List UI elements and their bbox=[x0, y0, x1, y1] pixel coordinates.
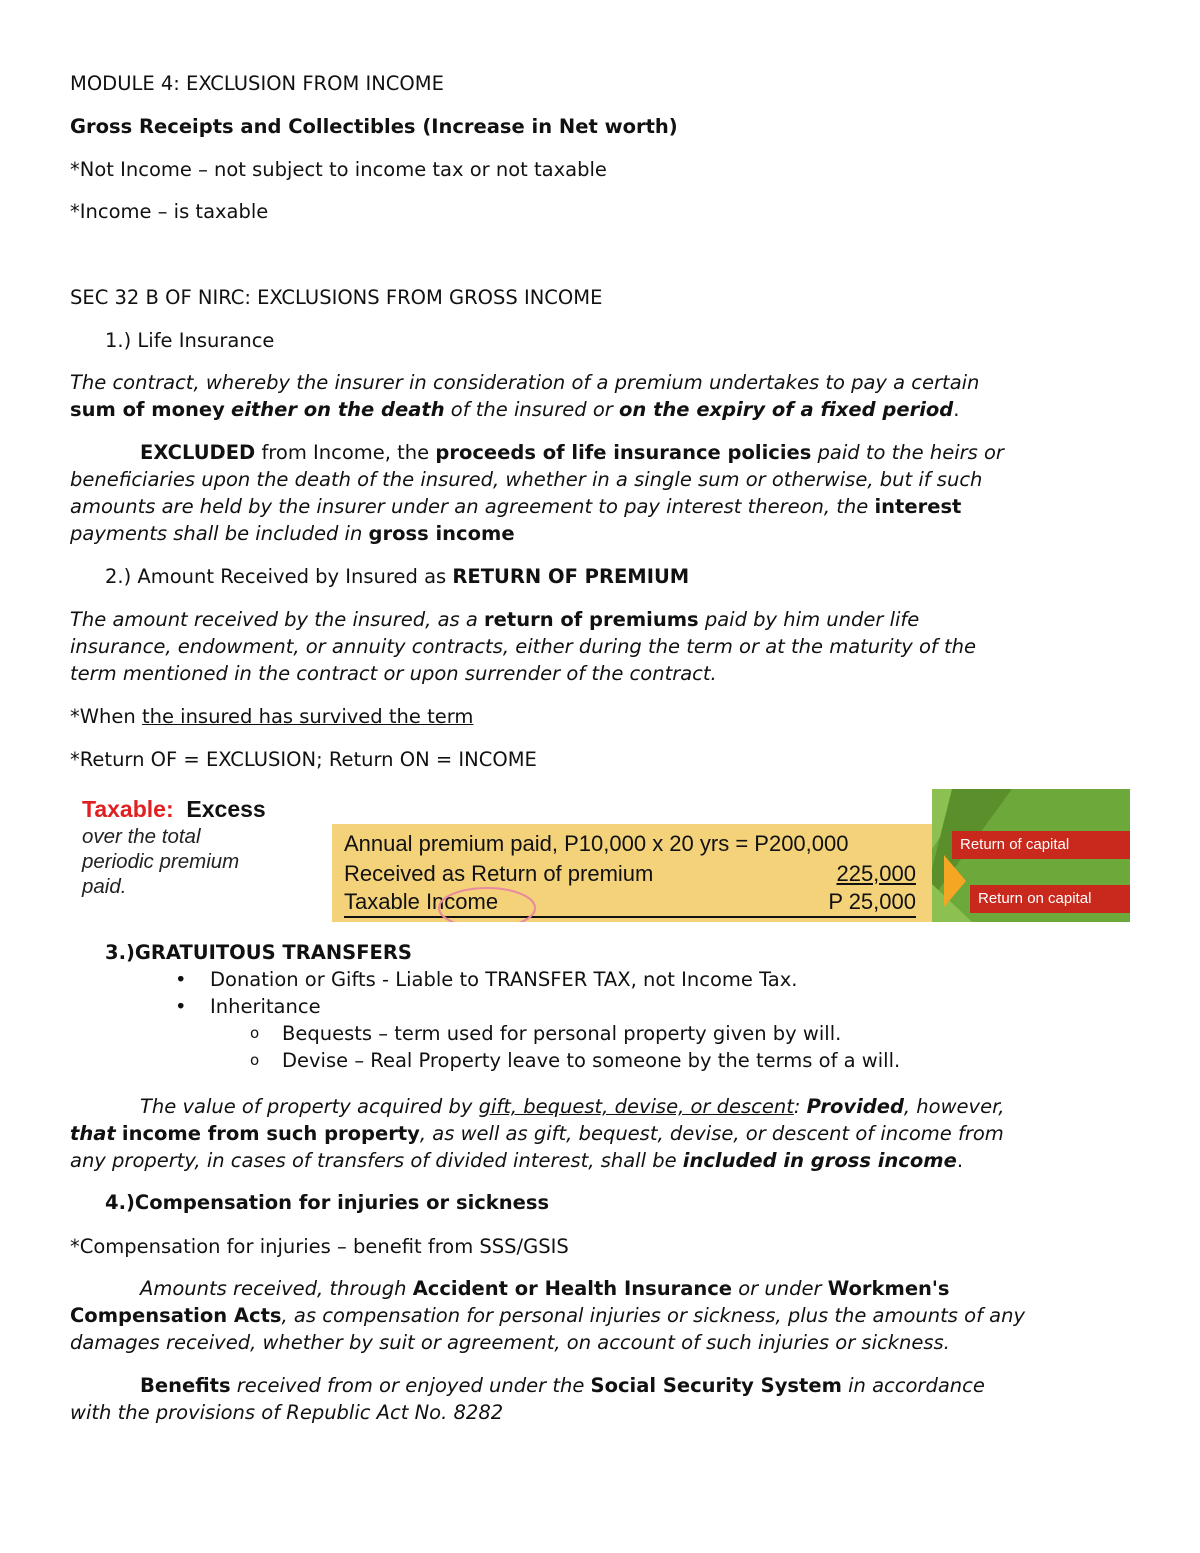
item2-line2: insurance, endowment, or annuity contracts, either during the term or at the maturity of the bbox=[70, 635, 976, 658]
row-label: Received as Return of premium bbox=[344, 861, 654, 886]
text: . bbox=[956, 1149, 964, 1172]
emphasis: sum of money bbox=[70, 398, 225, 421]
item4-para-line2 bbox=[70, 1302, 1130, 1329]
text: payments shall be included in bbox=[70, 522, 363, 545]
text: The value of property acquired by bbox=[140, 1095, 473, 1118]
taxable-caption bbox=[82, 794, 327, 924]
item1-excluded-line3 bbox=[70, 493, 1130, 520]
item1-definition-line2 bbox=[70, 396, 1130, 423]
emphasis: interest bbox=[874, 495, 962, 518]
received-return-row bbox=[344, 860, 916, 888]
module-title: MODULE 4: EXCLUSION FROM INCOME bbox=[70, 72, 444, 95]
item4-note: *Compensation for injuries – benefit from SSS/GSIS bbox=[70, 1235, 569, 1258]
caption-line: over the total bbox=[82, 825, 201, 848]
not-income-note: *Not Income – not subject to income tax or not taxable bbox=[70, 158, 607, 181]
emphasis: Compensation Acts bbox=[70, 1304, 282, 1327]
text: any property, in cases of transfers of divided interest, shall be bbox=[70, 1149, 677, 1172]
item2-line3: term mentioned in the contract or upon surrender of the contract. bbox=[70, 662, 717, 685]
section-heading: SEC 32 B OF NIRC: EXCLUSIONS FROM GROSS INCOME bbox=[70, 286, 603, 309]
bullet-text: Inheritance bbox=[210, 995, 321, 1018]
item1-excluded-line2: beneficiaries upon the death of the insured, whether in a single sum or otherwise, but if such bbox=[70, 468, 983, 491]
emphasis: return of premiums bbox=[484, 608, 699, 631]
circle-bullet-icon: o bbox=[250, 1051, 260, 1069]
bullet-text: Bequests – term used for personal property given by will. bbox=[282, 1022, 842, 1045]
text: , as well as gift, bequest, devise, or descent of income from bbox=[419, 1122, 1004, 1145]
item2-line1 bbox=[70, 606, 1130, 633]
text: , as compensation for personal injuries or sickness, plus the amounts of any bbox=[281, 1304, 1025, 1327]
emphasis: on the expiry of a fixed period bbox=[619, 398, 954, 421]
arrow-label: Return on capital bbox=[978, 890, 1092, 907]
emphasis: either on the death bbox=[231, 398, 445, 421]
emphasis: Provided bbox=[806, 1095, 904, 1118]
text: : bbox=[793, 1095, 801, 1118]
item1-definition-line1: The contract, whereby the insurer in consideration of a premium undertakes to pay a certain bbox=[70, 371, 980, 394]
text: in accordance bbox=[848, 1374, 985, 1397]
circle-bullet-icon: o bbox=[250, 1024, 260, 1042]
item1-excluded-line1 bbox=[70, 439, 1200, 466]
text: of the insured or bbox=[450, 398, 613, 421]
caption-line: periodic premium bbox=[82, 850, 240, 873]
item4-benefits-line1 bbox=[70, 1372, 1200, 1399]
item1-excluded-line4 bbox=[70, 520, 1130, 547]
return-arrows-panel bbox=[932, 789, 1130, 922]
row-value: 225,000 bbox=[836, 861, 916, 886]
gross-receipts-heading: Gross Receipts and Collectibles (Increase in Net worth) bbox=[70, 115, 678, 138]
emphasis: included in gross income bbox=[682, 1149, 957, 1172]
return-of-capital-arrow bbox=[952, 831, 1130, 859]
taxable-label: Taxable: bbox=[82, 796, 174, 822]
caption-line: paid. bbox=[82, 875, 127, 898]
text: *When bbox=[70, 705, 136, 728]
item1-heading: 1.) Life Insurance bbox=[105, 329, 275, 352]
text: 2.) Amount Received by Insured as bbox=[105, 565, 447, 588]
emphasis: gross income bbox=[368, 522, 515, 545]
sub-bullet-bequests bbox=[70, 1020, 1200, 1047]
sub-bullet-devise bbox=[70, 1047, 1200, 1074]
item2-return-note: *Return OF = EXCLUSION; Return ON = INCOME bbox=[70, 748, 537, 771]
item4-benefits-line2: with the provisions of Republic Act No. 8282 bbox=[70, 1401, 504, 1424]
bullet-donation bbox=[70, 966, 1200, 993]
item3-para-line2 bbox=[70, 1120, 1130, 1147]
row-value: P 25,000 bbox=[828, 889, 916, 914]
emphasis: Benefits bbox=[140, 1374, 231, 1397]
bullet-text: Devise – Real Property leave to someone by the terms of a will. bbox=[282, 1049, 901, 1072]
arrow-label: Return of capital bbox=[960, 836, 1070, 853]
item3-para-line3 bbox=[70, 1147, 1130, 1174]
underlined-text: the insured has survived the term bbox=[141, 705, 474, 728]
taxable-income-row bbox=[344, 888, 916, 918]
item2-heading bbox=[70, 563, 1165, 590]
text: amounts are held by the insurer under an agreement to pay interest thereon, the bbox=[70, 495, 869, 518]
return-on-capital-arrow bbox=[970, 885, 1130, 913]
annual-premium-row bbox=[344, 830, 916, 858]
text: or under bbox=[738, 1277, 822, 1300]
emphasis: RETURN OF PREMIUM bbox=[452, 565, 690, 588]
text: , however, bbox=[903, 1095, 1005, 1118]
emphasis: Social Security System bbox=[590, 1374, 842, 1397]
emphasis: EXCLUDED bbox=[140, 441, 256, 464]
row-label: Annual premium paid, P10,000 x 20 yrs = P200,000 bbox=[344, 831, 849, 856]
item4-heading: 4.)Compensation for injuries or sickness bbox=[105, 1191, 550, 1214]
emphasis: income from such property bbox=[121, 1122, 420, 1145]
text: paid to the heirs or bbox=[817, 441, 1004, 464]
taxable-title bbox=[82, 794, 327, 824]
premium-computation-box bbox=[332, 824, 932, 922]
item4-para-line3: damages received, whether by suit or agreement, on account of such injuries or sickness. bbox=[70, 1331, 950, 1354]
bullet-icon: • bbox=[175, 968, 187, 991]
text: Amounts received, through bbox=[140, 1277, 407, 1300]
bullet-text: Donation or Gifts - Liable to TRANSFER TAX, not Income Tax. bbox=[210, 968, 798, 991]
text: received from or enjoyed under the bbox=[236, 1374, 585, 1397]
emphasis: Workmen's bbox=[827, 1277, 950, 1300]
emphasis: proceeds of life insurance policies bbox=[435, 441, 812, 464]
text: . bbox=[953, 398, 960, 421]
text: from Income, the bbox=[261, 441, 430, 464]
emphasis: Accident or Health Insurance bbox=[412, 1277, 733, 1300]
item3-para-line1 bbox=[70, 1093, 1200, 1120]
item2-when-note bbox=[70, 703, 1130, 730]
item3-heading: 3.)GRATUITOUS TRANSFERS bbox=[105, 941, 412, 964]
underlined-text: gift, bequest, devise, or descent bbox=[478, 1095, 794, 1118]
bullet-icon: • bbox=[175, 995, 187, 1018]
highlight-circle bbox=[432, 878, 542, 922]
text: paid by him under life bbox=[704, 608, 920, 631]
text: The amount received by the insured, as a bbox=[70, 608, 478, 631]
emphasis: that bbox=[70, 1122, 116, 1145]
bullet-inheritance bbox=[70, 993, 1200, 1020]
income-note: *Income – is taxable bbox=[70, 200, 269, 223]
item4-para-line1 bbox=[70, 1275, 1200, 1302]
row-label: Taxable Income bbox=[344, 889, 499, 914]
excess-label: Excess bbox=[186, 796, 266, 822]
